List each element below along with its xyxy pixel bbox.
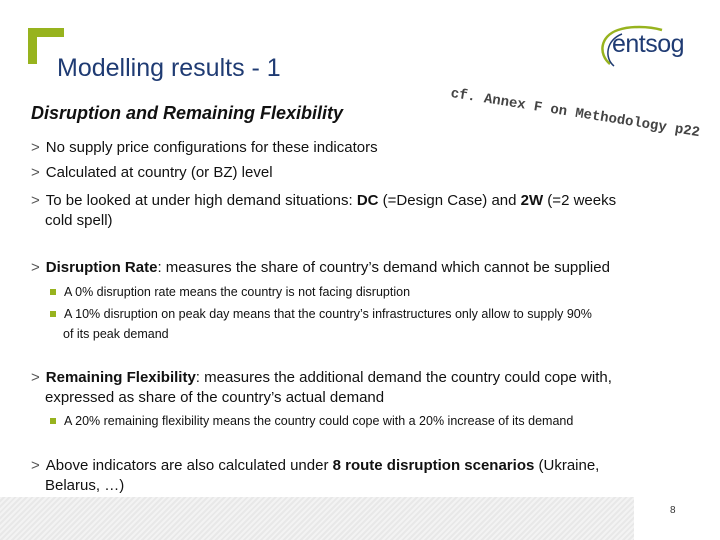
bullet-arrow-icon: > (31, 259, 40, 276)
sub-bullet-ten-percent (50, 304, 592, 344)
bullet-arrow-icon: > (31, 164, 40, 181)
entsog-logo (596, 24, 696, 72)
sub-bullet-zero-disruption (50, 282, 410, 302)
footer-band (0, 497, 634, 540)
design-case-label: DC (356, 192, 379, 209)
slide-subtitle: Disruption and Remaining Flexibility (31, 103, 344, 123)
bullet-country-level (31, 163, 273, 183)
two-weeks-label: 2W (520, 192, 544, 209)
bullet-text-post: (Ukraine, (534, 457, 600, 474)
sub-bullet-text: A 20% remaining flexibility means the country could cope with a 20% increase of its demand (64, 414, 574, 428)
bullet-continuation: Belarus, …) (45, 477, 125, 494)
logo-text: entsog (612, 30, 685, 58)
slide-title: Modelling results - 1 (57, 54, 281, 82)
annex-reference-note: cf. Annex F on Methodology p22 (449, 86, 701, 142)
bullet-text: Calculated at country (or BZ) level (45, 164, 273, 181)
bullet-continuation: expressed as share of the country’s actual demand (45, 389, 385, 406)
bullet-text-pre: To be looked at under high demand situations: (45, 192, 357, 209)
page-number: 8 (670, 505, 676, 516)
bullet-high-demand (31, 191, 616, 231)
square-bullet-icon (50, 311, 56, 317)
disruption-rate-term: Disruption Rate (45, 259, 158, 276)
bullet-no-supply-price (31, 138, 378, 158)
bullet-route-disruption (31, 456, 599, 496)
sub-bullet-text: A 0% disruption rate means the country is not facing disruption (64, 285, 411, 299)
bullet-text-pre: Above indicators are also calculated under (45, 457, 333, 474)
bullet-text: : measures the share of country’s demand which cannot be supplied (157, 259, 610, 276)
sub-bullet-twenty-percent (50, 411, 573, 431)
bullet-text-mid: (=Design Case) and (378, 192, 521, 209)
sub-bullet-text: A 10% disruption on peak day means that the country’s infrastructures only allow to supply 90% (64, 307, 592, 321)
bullet-remaining-flexibility (31, 368, 612, 408)
bullet-arrow-icon: > (31, 369, 40, 386)
route-scenarios-term: 8 route disruption scenarios (332, 457, 535, 474)
sub-bullet-continuation: of its peak demand (63, 327, 169, 341)
bullet-arrow-icon: > (31, 192, 40, 209)
bullet-continuation: cold spell) (45, 212, 113, 229)
bullet-arrow-icon: > (31, 457, 40, 474)
remaining-flexibility-term: Remaining Flexibility (45, 369, 196, 386)
bullet-text: No supply price configurations for these indicators (45, 139, 378, 156)
bullet-text-post: (=2 weeks (543, 192, 617, 209)
bullet-text: : measures the additional demand the country could cope with, (195, 369, 612, 386)
bullet-disruption-rate (31, 258, 610, 278)
corner-accent-horizontal (28, 28, 64, 37)
bullet-arrow-icon: > (31, 139, 40, 156)
square-bullet-icon (50, 418, 56, 424)
square-bullet-icon (50, 289, 56, 295)
